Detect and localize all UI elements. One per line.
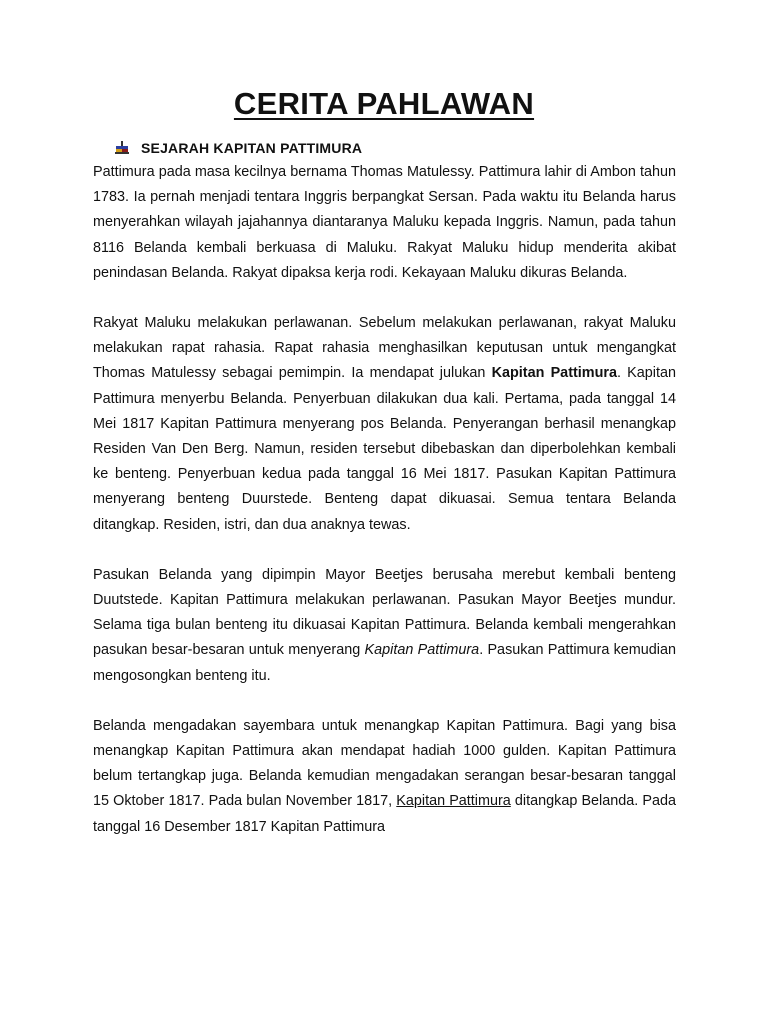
page-title-text: CERITA PAHLAWAN [233,86,535,121]
paragraph-4 [93,714,676,840]
page-title [0,86,768,122]
paragraph-2-text-b: . Kapitan Pattimura menyerbu Belanda. Penyerbuan dilakukan dua kali. Pertama, pada tanggal 14 Mei 1817 Kapitan Pattimura menyerang pos Belanda. Penyerangan berhasil menangkap Residen Van Den Berg. Namun, residen tersebut dibebaskan dan diperbolehkan kembali ke benteng. Penyerbuan kedua pada tanggal 16 Mei 1817. Pasukan Kapitan Pattimura menyerang benteng Duurstede. Benteng dapat dikuasai. Semua tentara Belanda ditangkap. Residen, istri, dan dua anaknya tewas. [93,365,676,533]
article-body [93,160,676,840]
paragraph-3-italic: Kapitan Pattimura [364,642,480,659]
paragraph-4-text-b: ditangkap Belanda. Pada tanggal 16 Desember 1817 Kapitan Pattimura [93,793,676,835]
paragraph-2-bold: Kapitan Pattimura [491,365,617,382]
paragraph-3 [93,563,676,689]
paragraph-3-text-b: . Pasukan Pattimura kemudian mengosongkan benteng itu. [93,642,676,684]
paragraph-2-text-a: Rakyat Maluku melakukan perlawanan. Sebelum melakukan perlawanan, rakyat Maluku melakukan rapat rahasia. Rapat rahasia menghasilkan keputusan untuk mengangkat Thomas Matulessy sebagai pemimpin. Ia mendapat julukan [93,315,676,382]
section-title: SEJARAH KAPITAN PATTIMURA [141,140,363,156]
paragraph-3-text-a: Pasukan Belanda yang dipimpin Mayor Beetjes berusaha merebut kembali benteng Duutstede. Kapitan Pattimura melakukan perlawanan. Pasukan Mayor Beetjes mundur. Selama tiga bulan benteng itu dikuasai Kapitan Pattimura. Belanda kembali mengerahkan pasukan besar-besaran untuk menyerang [93,566,676,659]
paragraph-2 [93,311,676,538]
paragraph-4-text-a: Belanda mengadakan sayembara untuk menangkap Kapitan Pattimura. Bagi yang bisa menangkap Kapitan Pattimura akan mendapat hadiah 1000 gulden. Kapitan Pattimura belum tertangkap juga. Belanda kemudian mengadakan serangan besar-besaran tanggal 15 Oktober 1817. Pada bulan November 1817, [93,717,676,810]
book-bullet-icon [115,141,129,155]
paragraph-1: Pattimura pada masa kecilnya bernama Thomas Matulessy. Pattimura lahir di Ambon tahun 1783. Ia pernah menjadi tentara Inggris berpangkat Sersan. Pada waktu itu Belanda harus menyerahkan wilayah jajahannya diantaranya Maluku kepada Inggris. Namun, pada tahun 8116 Belanda kembali berkuasa di Maluku. Rakyat Maluku hidup menderita akibat penindasan Belanda. Rakyat dipaksa kerja rodi. Kekayaan Maluku dikuras Belanda. [93,164,676,281]
paragraph-4-underlined: Kapitan Pattimura [396,793,511,810]
section-heading [115,138,362,158]
